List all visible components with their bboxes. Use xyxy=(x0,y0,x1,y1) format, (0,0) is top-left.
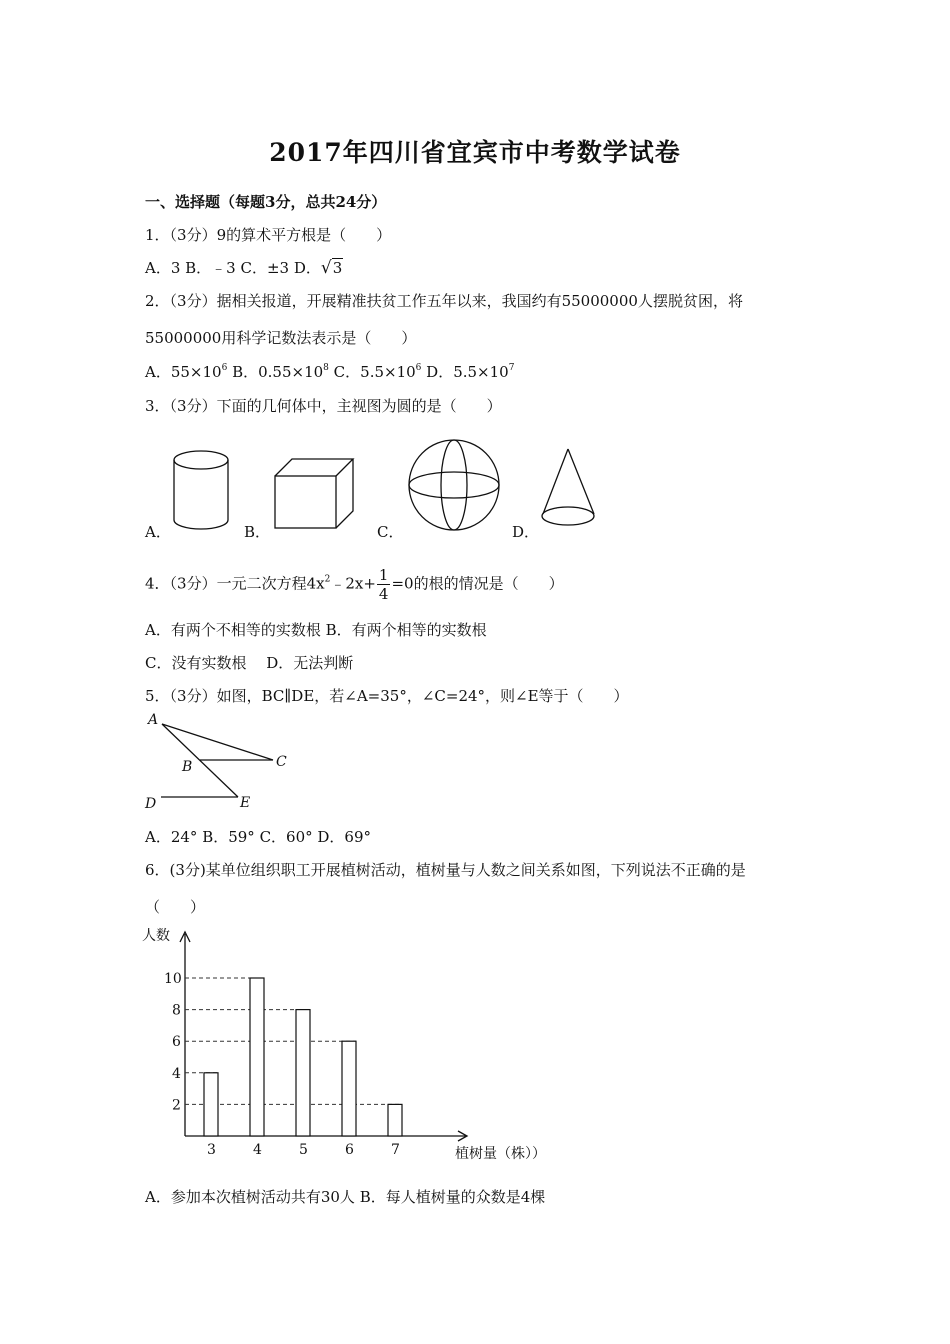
question-4-options-line2: C．没有实数根 D．无法判断 xyxy=(145,654,354,672)
q2-opt-c: C．5.5×10 xyxy=(328,363,416,381)
bar-4 xyxy=(250,978,264,1136)
q1-radicand: 3 xyxy=(332,259,343,277)
y-tick-label: 2 xyxy=(172,1097,181,1114)
chart-x-label: 植树量（株）） xyxy=(455,1146,546,1162)
question-6-stem-line2: （ ） xyxy=(145,898,206,916)
x-tick-label: 3 xyxy=(207,1142,216,1158)
point-d-label: D xyxy=(145,796,157,812)
question-2-stem-line1: 2．（3分）据相关报道，开展精准扶贫工作五年以来，我国约有55000000人摆脱贫困，将 xyxy=(145,292,743,310)
point-e-label: E xyxy=(240,795,251,811)
y-tick-label: 8 xyxy=(172,1002,181,1019)
question-3-stem: 3．（3分）下面的几何体中，主视图为圆的是（ ） xyxy=(145,397,502,415)
x-tick-label: 7 xyxy=(391,1142,400,1158)
q2-opt-a-exp: 6 xyxy=(221,363,228,373)
chart-y-label: 人数 xyxy=(142,928,170,944)
page-title: 2017年四川省宜宾市中考数学试卷 xyxy=(269,138,681,167)
question-4-options-line1: A．有两个不相等的实数根 B．有两个相等的实数根 xyxy=(145,621,487,639)
q2-opt-b-exp: 8 xyxy=(323,363,329,373)
question-2-stem-line2: 55000000用科学记数法表示是（ ） xyxy=(145,329,417,347)
bar-7 xyxy=(388,1104,402,1136)
sqrt-icon: √ xyxy=(320,258,332,278)
point-c-label: C xyxy=(276,754,287,770)
q4-exp: 2 xyxy=(324,574,331,585)
q2-opt-c-exp: 6 xyxy=(415,363,422,373)
point-b-label: B xyxy=(182,759,193,775)
bar-6 xyxy=(342,1041,356,1136)
q4-stem-mid: ﹣2x+ xyxy=(330,574,376,593)
point-a-label: A xyxy=(148,712,159,728)
q3-label-c: C． xyxy=(377,523,404,541)
question-6-stem-line1: 6．(3分)某单位组织职工开展植树活动，植树量与人数之间关系如图，下列说法不正确的是 xyxy=(145,861,746,879)
question-6-options-line1: A．参加本次植树活动共有30人 B．每人植树量的众数是4棵 xyxy=(145,1188,546,1206)
q2-opt-b: B．0.55×10 xyxy=(227,363,324,381)
section-heading: 一、选择题（每题3分，总共24分） xyxy=(145,193,387,211)
question-1-stem: 1．（3分）9的算术平方根是（ ） xyxy=(145,226,392,244)
q3-label-b: B． xyxy=(244,523,271,541)
bar-3 xyxy=(204,1073,218,1136)
q4-frac-den: 4 xyxy=(378,585,389,603)
q4-frac-num: 1 xyxy=(378,566,389,584)
q2-opt-d: D．5.5×10 xyxy=(421,363,509,381)
y-tick-label: 10 xyxy=(164,971,182,987)
x-tick-label: 4 xyxy=(253,1142,262,1158)
q3-label-a: A． xyxy=(145,523,171,541)
question-5-options: A．24° B．59° C．60° D．69° xyxy=(145,828,372,846)
q2-opt-a: A．55×10 xyxy=(145,363,222,381)
y-tick-label: 6 xyxy=(172,1034,181,1051)
q4-stem-pre: 4．（3分）一元二次方程4x xyxy=(145,574,325,593)
q1-options-text: A．3 B．﹣3 C．±3 D． xyxy=(145,259,321,277)
x-tick-label: 6 xyxy=(345,1142,354,1158)
q4-stem-post: =0的根的情况是（ ） xyxy=(391,574,564,593)
y-tick-label: 4 xyxy=(172,1065,181,1082)
x-tick-label: 5 xyxy=(299,1142,308,1158)
q2-opt-d-exp: 7 xyxy=(508,363,515,373)
bar-5 xyxy=(296,1010,310,1136)
q3-label-d: D． xyxy=(512,523,540,541)
question-5-stem: 5．（3分）如图，BC∥DE，若∠A=35°，∠C=24°，则∠E等于（ ） xyxy=(145,687,629,705)
